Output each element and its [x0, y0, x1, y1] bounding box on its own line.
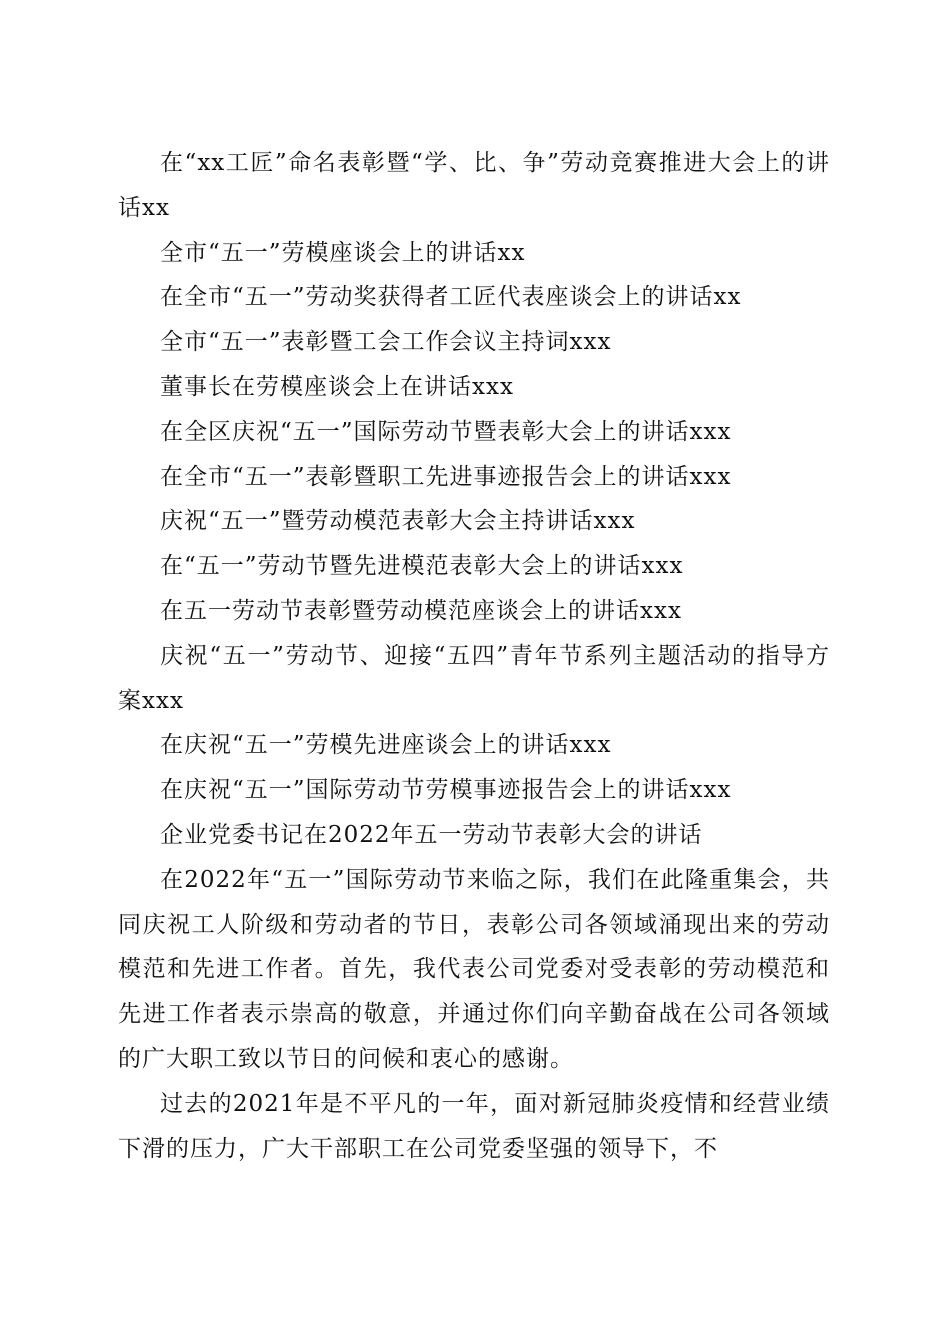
- toc-entry-8: 庆祝“五一”暨劳动模范表彰大会主持讲话xxx: [160, 508, 636, 535]
- toc-entry-4: 全市“五一”表彰暨工会工作会议主持词xxx: [160, 329, 612, 356]
- toc-entry-7: 在全市“五一”表彰暨职工先进事迹报告会上的讲话xxx: [160, 463, 732, 490]
- toc-entry-1: 在“xx工匠”命名表彰暨“学、比、争”劳动竞赛推进大会上的讲话xx: [118, 150, 830, 221]
- toc-entry-5: 董事长在劳模座谈会上在讲话xxx: [160, 373, 514, 400]
- document-body: [118, 141, 830, 1171]
- toc-entry-6: 在全区庆祝“五一”国际劳动节暨表彰大会上的讲话xxx: [160, 418, 732, 445]
- toc-entry-11: 庆祝“五一”劳动节、迎接“五四”青年节系列主题活动的指导方案xxx: [118, 642, 830, 714]
- toc-entry-12: 在庆祝“五一”劳模先进座谈会上的讲话xxx: [160, 732, 612, 759]
- body-paragraph-2: 过去的2021年是不平凡的一年，面对新冠肺炎疫情和经营业绩下滑的压力，广大干部职工在公司党委坚强的领导下，不: [118, 1090, 830, 1162]
- toc-entry-9: 在“五一”劳动节暨先进模范表彰大会上的讲话xxx: [160, 553, 684, 580]
- toc-entry-10: 在五一劳动节表彰暨劳动模范座谈会上的讲话xxx: [160, 597, 682, 624]
- speech-title: 企业党委书记在2022年五一劳动节表彰大会的讲话: [160, 821, 703, 848]
- toc-entry-2: 全市“五一”劳模座谈会上的讲话xx: [160, 239, 526, 266]
- toc-entry-13: 在庆祝“五一”国际劳动节劳模事迹报告会上的讲话xxx: [160, 777, 732, 804]
- toc-entry-3: 在全市“五一”劳动奖获得者工匠代表座谈会上的讲话xx: [160, 284, 742, 311]
- body-paragraph-1: 在2022年“五一”国际劳动节来临之际，我们在此隆重集会，共同庆祝工人阶级和劳动者的节日，表彰公司各领域涌现出来的劳动模范和先进工作者。首先，我代表公司党委对受表彰的劳动模范和先进工作者表示崇高的敬意，并通过你们向辛勤奋战在公司各领域的广大职工致以节日的问候和衷心的感谢。: [118, 866, 830, 1072]
